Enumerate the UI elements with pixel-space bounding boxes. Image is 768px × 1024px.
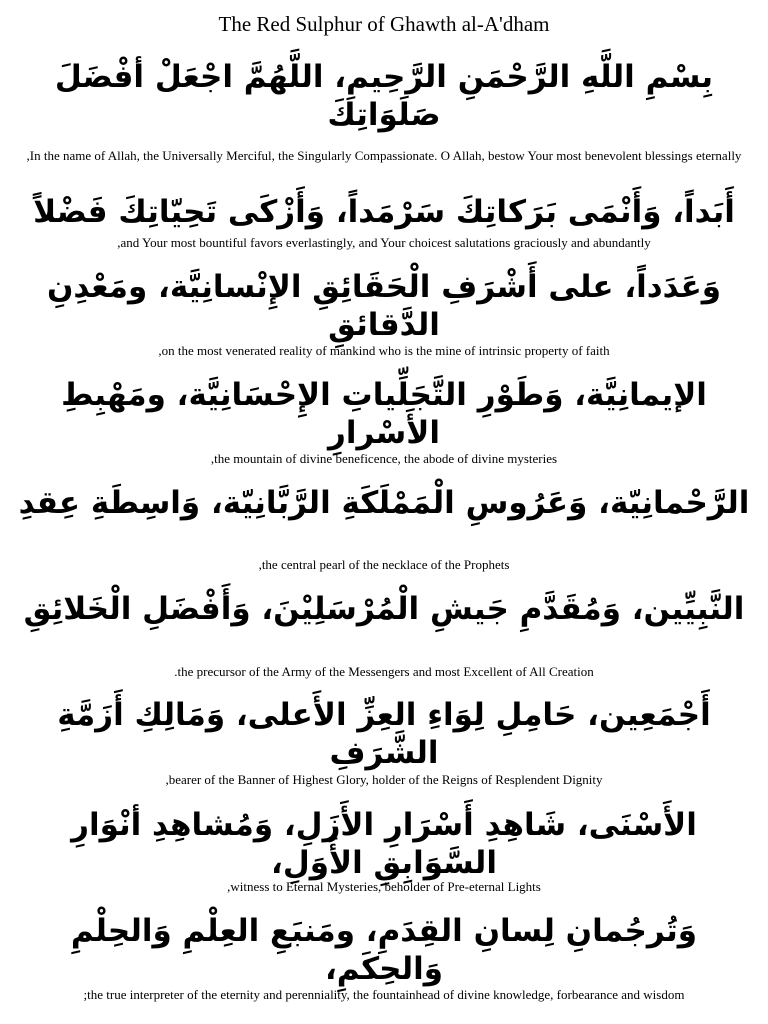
english-translation-8: witness to Eternal Mysteries, beholder of Pre-eternal Lights, <box>227 879 541 894</box>
english-translation-5: the central pearl of the necklace of the Prophets, <box>258 557 510 572</box>
arabic-verse-2: أَبَداً، وَأَنْمَى بَرَكاتِكَ سَرْمَداً، وَأَزْكَى تَحِيّاتِكَ فَضْلاً <box>33 194 735 230</box>
english-translation-1: In the name of Allah, the Universally Merciful, the Singularly Compassionate. O Allah, bestow Your most benevolent blessings eternally, <box>26 148 742 163</box>
arabic-verse-1: بِسْمِ اللَّهِ الرَّحْمَنِ الرَّحِيمِ، اللَّهُمَّ اجْعَلْ أفْضَلَ صَلَوَاتِكَ <box>54 59 714 133</box>
english-translation-9: the true interpreter of the eternity and perenniality, the fountainhead of divine knowledge, forbearance and wisdom; <box>83 987 685 1002</box>
english-translation-6: the precursor of the Army of the Messengers and most Excellent of All Creation. <box>174 664 594 679</box>
english-translation-3: on the most venerated reality of mankind who is the mine of intrinsic property of faith, <box>158 343 610 358</box>
arabic-verse-7: أَجْمَعِين، حَامِلِ لِوَاءِ العِزِّ الأَعلى، وَمَالِكِ أَزَمَّةِ الشَّرَفِ <box>57 697 711 771</box>
arabic-verse-8: الأَسْنَى، شَاهِدِ أَسْرَارِ الأَزَلِ، وَمُشاهِدِ أنْوَارِ السَّوَابِقِ الأُوَلِ، <box>71 807 697 881</box>
arabic-verse-5: الرَّحْمانِيّة، وَعَرُوسِ الْمَمْلَكَةِ الرَّبَّانِيّة، وَاسِطَةِ عِقدِ <box>18 485 750 521</box>
arabic-verse-9: وَتُرجُمانِ لِسانِ القِدَمِ، ومَنبَعِ العِلْمِ وَالحِلْمِ وَالحِكَمِ، <box>70 913 698 987</box>
english-translation-7: bearer of the Banner of Highest Glory, holder of the Reigns of Resplendent Dignity, <box>165 772 603 787</box>
arabic-verse-3: وَعَدَداً، على أَشْرَفِ الْحَقَائِقِ الإِنْسانِيَّة، ومَعْدِنِ الدَّقائقِ <box>46 269 722 343</box>
arabic-verse-6: النَّبِيِّين، وَمُقَدَّمِ جَيشِ الْمُرْسَلِيْنَ، وَأَفْضَلِ الْخَلائِقِ <box>23 591 745 627</box>
english-translation-2: and Your most bountiful favors everlastingly, and Your choicest salutations graciously and abundantly, <box>117 235 651 250</box>
english-translation-4: the mountain of divine beneficence, the abode of divine mysteries, <box>210 451 558 466</box>
document-title: The Red Sulphur of Ghawth al-A'dham <box>218 12 550 36</box>
arabic-verse-4: الإيمانِيَّة، وَطَوْرِ التَّجَلِّياتِ الإِحْسَانِيَّة، ومَهْبِطِ الأَسْرارِ <box>61 377 707 451</box>
